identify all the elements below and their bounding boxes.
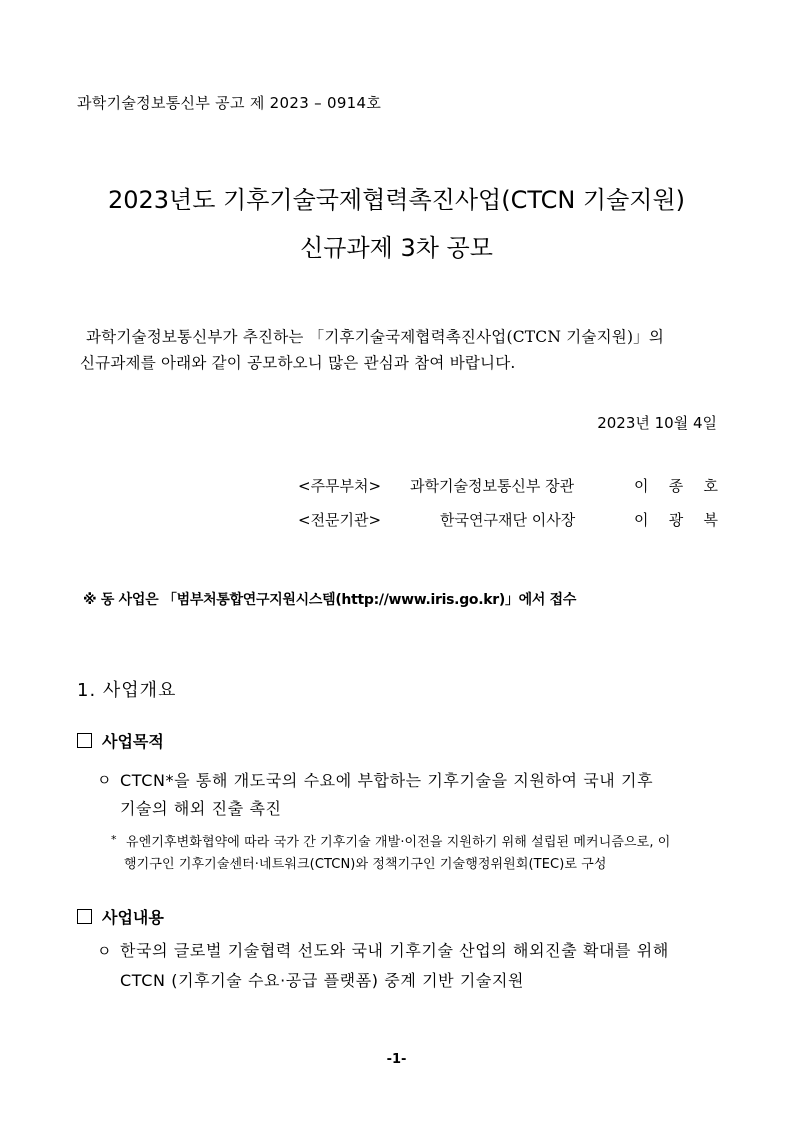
checkbox-square-icon: [77, 909, 92, 924]
subsection-purpose: [77, 729, 164, 752]
content-bullet-line1: 한국의 글로벌 기술협력 선도와 국내 기후기술 산업의 해외진출 확대를 위해: [120, 941, 669, 960]
signatory-name-char: 복: [703, 511, 718, 529]
page-number: -1-: [386, 1052, 407, 1067]
document-title-line2: 신규과제 3차 공모: [300, 234, 493, 262]
checkbox-square-icon: [77, 733, 92, 748]
subsection-heading: 사업내용: [102, 908, 164, 927]
subsection-content: [77, 905, 164, 928]
bullet-circle-icon: ㅇ: [97, 771, 112, 789]
signatory-org: 과학기술정보통신부 장관: [410, 477, 575, 495]
signatory-label: <전문기관>: [298, 511, 382, 529]
signatory-name-char: 호: [703, 477, 718, 495]
purpose-bullet-line2: 기술의 해외 진출 촉진: [120, 799, 282, 818]
intro-line2: 신규과제를 아래와 같이 공모하오니 많은 관심과 참여 바랍니다.: [80, 354, 516, 372]
subsection-heading: 사업목적: [102, 732, 164, 751]
footnote-line2: 행기구인 기후기술센터·네트워크(CTCN)와 정책기구인 기술행정위원회(TEC)로 구성: [124, 857, 607, 872]
content-bullet-line2: CTCN (기후기술 수요·공급 플랫폼) 중계 기반 기술지원: [120, 971, 525, 990]
signatory-org: 한국연구재단 이사장: [440, 511, 576, 529]
signatory-name-char: 종: [668, 477, 684, 495]
signatory-name-char: 이: [634, 477, 649, 495]
signatory-name: [634, 509, 718, 530]
submission-note: ※ 동 사업은 「범부처통합연구지원시스템(http://www.iris.go.kr)」에서 접수: [83, 592, 577, 608]
announcement-date: 2023년 10월 4일: [597, 414, 717, 432]
bullet-circle-icon: ㅇ: [97, 942, 112, 960]
signatory-name: [634, 475, 718, 496]
signatory-label: <주무부처>: [298, 477, 382, 495]
signatory-name-char: 이: [634, 511, 649, 529]
section-heading: 1. 사업개요: [77, 680, 177, 701]
notice-number: 과학기술정보통신부 공고 제 2023 – 0914호: [77, 94, 382, 112]
footnote-mark: *: [111, 833, 117, 846]
footnote-line1: 유엔기후변화협약에 따라 국가 간 기후기술 개발·이전을 지원하기 위해 설립된 메커니즘으로, 이: [126, 835, 671, 850]
document-title-line1: 2023년도 기후기술국제협력촉진사업(CTCN 기술지원): [107, 186, 686, 214]
signatory-name-char: 광: [668, 511, 684, 529]
intro-line1: 과학기술정보통신부가 추진하는 「기후기술국제협력촉진사업(CTCN 기술지원)」의: [86, 328, 665, 346]
purpose-bullet-line1: CTCN*을 통해 개도국의 수요에 부합하는 기후기술을 지원하여 국내 기후: [120, 771, 654, 790]
